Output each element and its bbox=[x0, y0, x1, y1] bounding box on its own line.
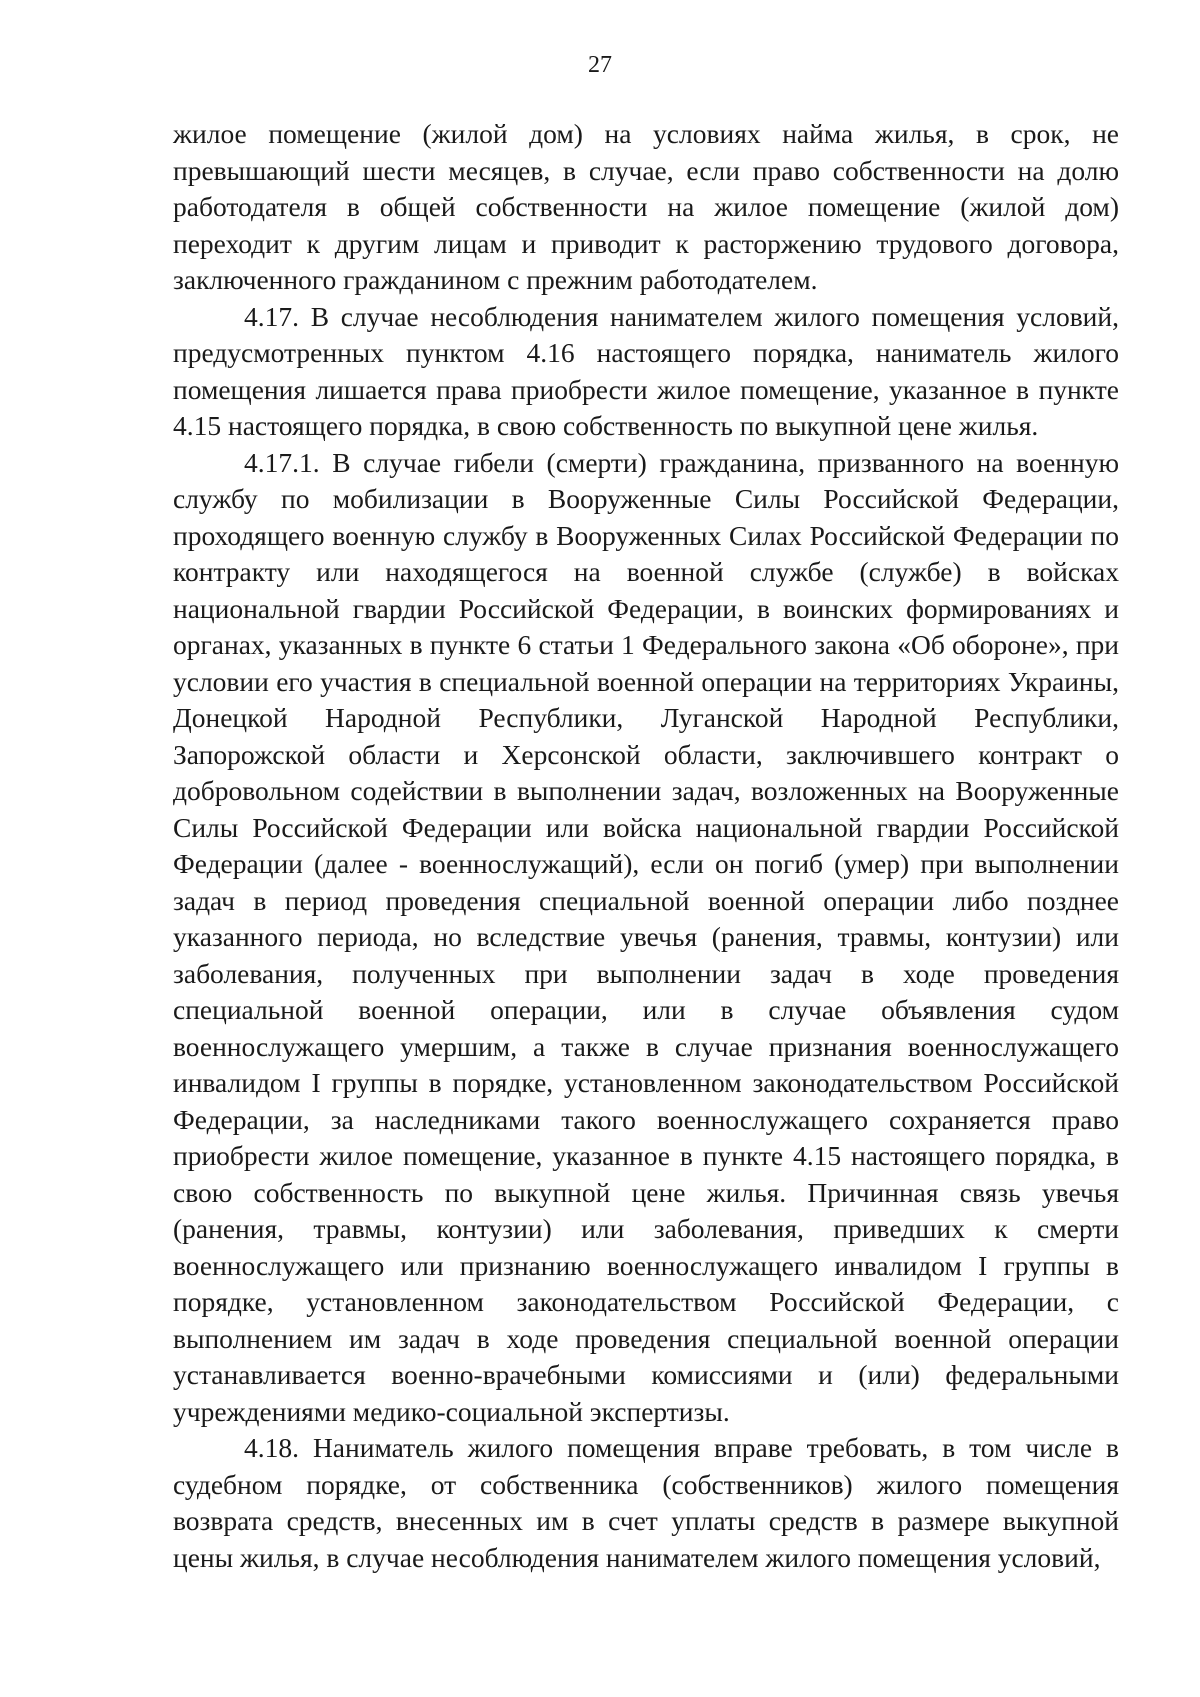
paragraph-continuation: жилое помещение (жилой дом) на условиях найма жилья, в срок, не превышающий шести месяцев, в случае, если право собственности на долю работодателя в общей собственности на жилое помещение (жилой дом) переходит к другим лицам и приводит к расторжению трудового договора, заключенного гражданином с прежним работодателем. bbox=[173, 118, 1119, 295]
paragraph-4-17: 4.17. В случае несоблюдения нанимателем жилого помещения условий, предусмотренных пунктом 4.16 настоящего порядка, наниматель жилого помещения лишается права приобрести жилое помещение, указанное в пункте 4.15 настоящего порядка, в свою собственность по выкупной цене жилья. bbox=[173, 300, 1119, 441]
paragraph-4-17-1: 4.17.1. В случае гибели (смерти) гражданина, призванного на военную службу по мобилизации в Вооруженные Силы Российской Федерации, проходящего военную службу в Вооруженных Силах Российской Федерации по контракту или находящегося на военной службе (службе) в войсках национальной гвардии Российской Федерации, в воинских формированиях и органах, указанных в пункте 6 статьи 1 Федерального закона «Об обороне», при условии его участия в специальной военной операции на территориях Украины, Донецкой Народной Республики, Луганской Народной Республики, Запорожской области и Херсонской области, заключившего контракт о добровольном содействии в выполнении задач, возложенных на Вооруженные Силы Российской Федерации или войска национальной гвардии Российской Федерации (далее - военнослужащий), если он погиб (умер) при выполнении задач в период проведения специальной военной операции либо позднее указанного периода, но вследствие увечья (ранения, травмы, контузии) или заболевания, полученных при выполнении задач в ходе проведения специальной военной операции, или в случае объявления судом военнослужащего умершим, а также в случае признания военнослужащего инвалидом I группы в порядке, установленном законодательством Российской Федерации, за наследниками такого военнослужащего сохраняется право приобрести жилое помещение, указанное в пункте 4.15 настоящего порядка, в свою собственность по выкупной цене жилья. Причинная связь увечья (ранения, травмы, контузии) или заболевания, приведших к смерти военнослужащего или признанию военнослужащего инвалидом I группы в порядке, установленном законодательством Российской Федерации, с выполнением им задач в ходе проведения специальной военной операции устанавливается военно-врачебными комиссиями и (или) федеральными учреждениями медико-социальной экспертизы. bbox=[173, 446, 1119, 1427]
page-number: 27 bbox=[588, 52, 612, 78]
document-body bbox=[173, 116, 1119, 1576]
paragraph-4-18: 4.18. Наниматель жилого помещения вправе требовать, в том числе в судебном порядке, от собственника (собственников) жилого помещения возврата средств, внесенных им в счет уплаты средств в размере выкупной цены жилья, в случае несоблюдения нанимателем жилого помещения условий, bbox=[173, 1432, 1119, 1573]
